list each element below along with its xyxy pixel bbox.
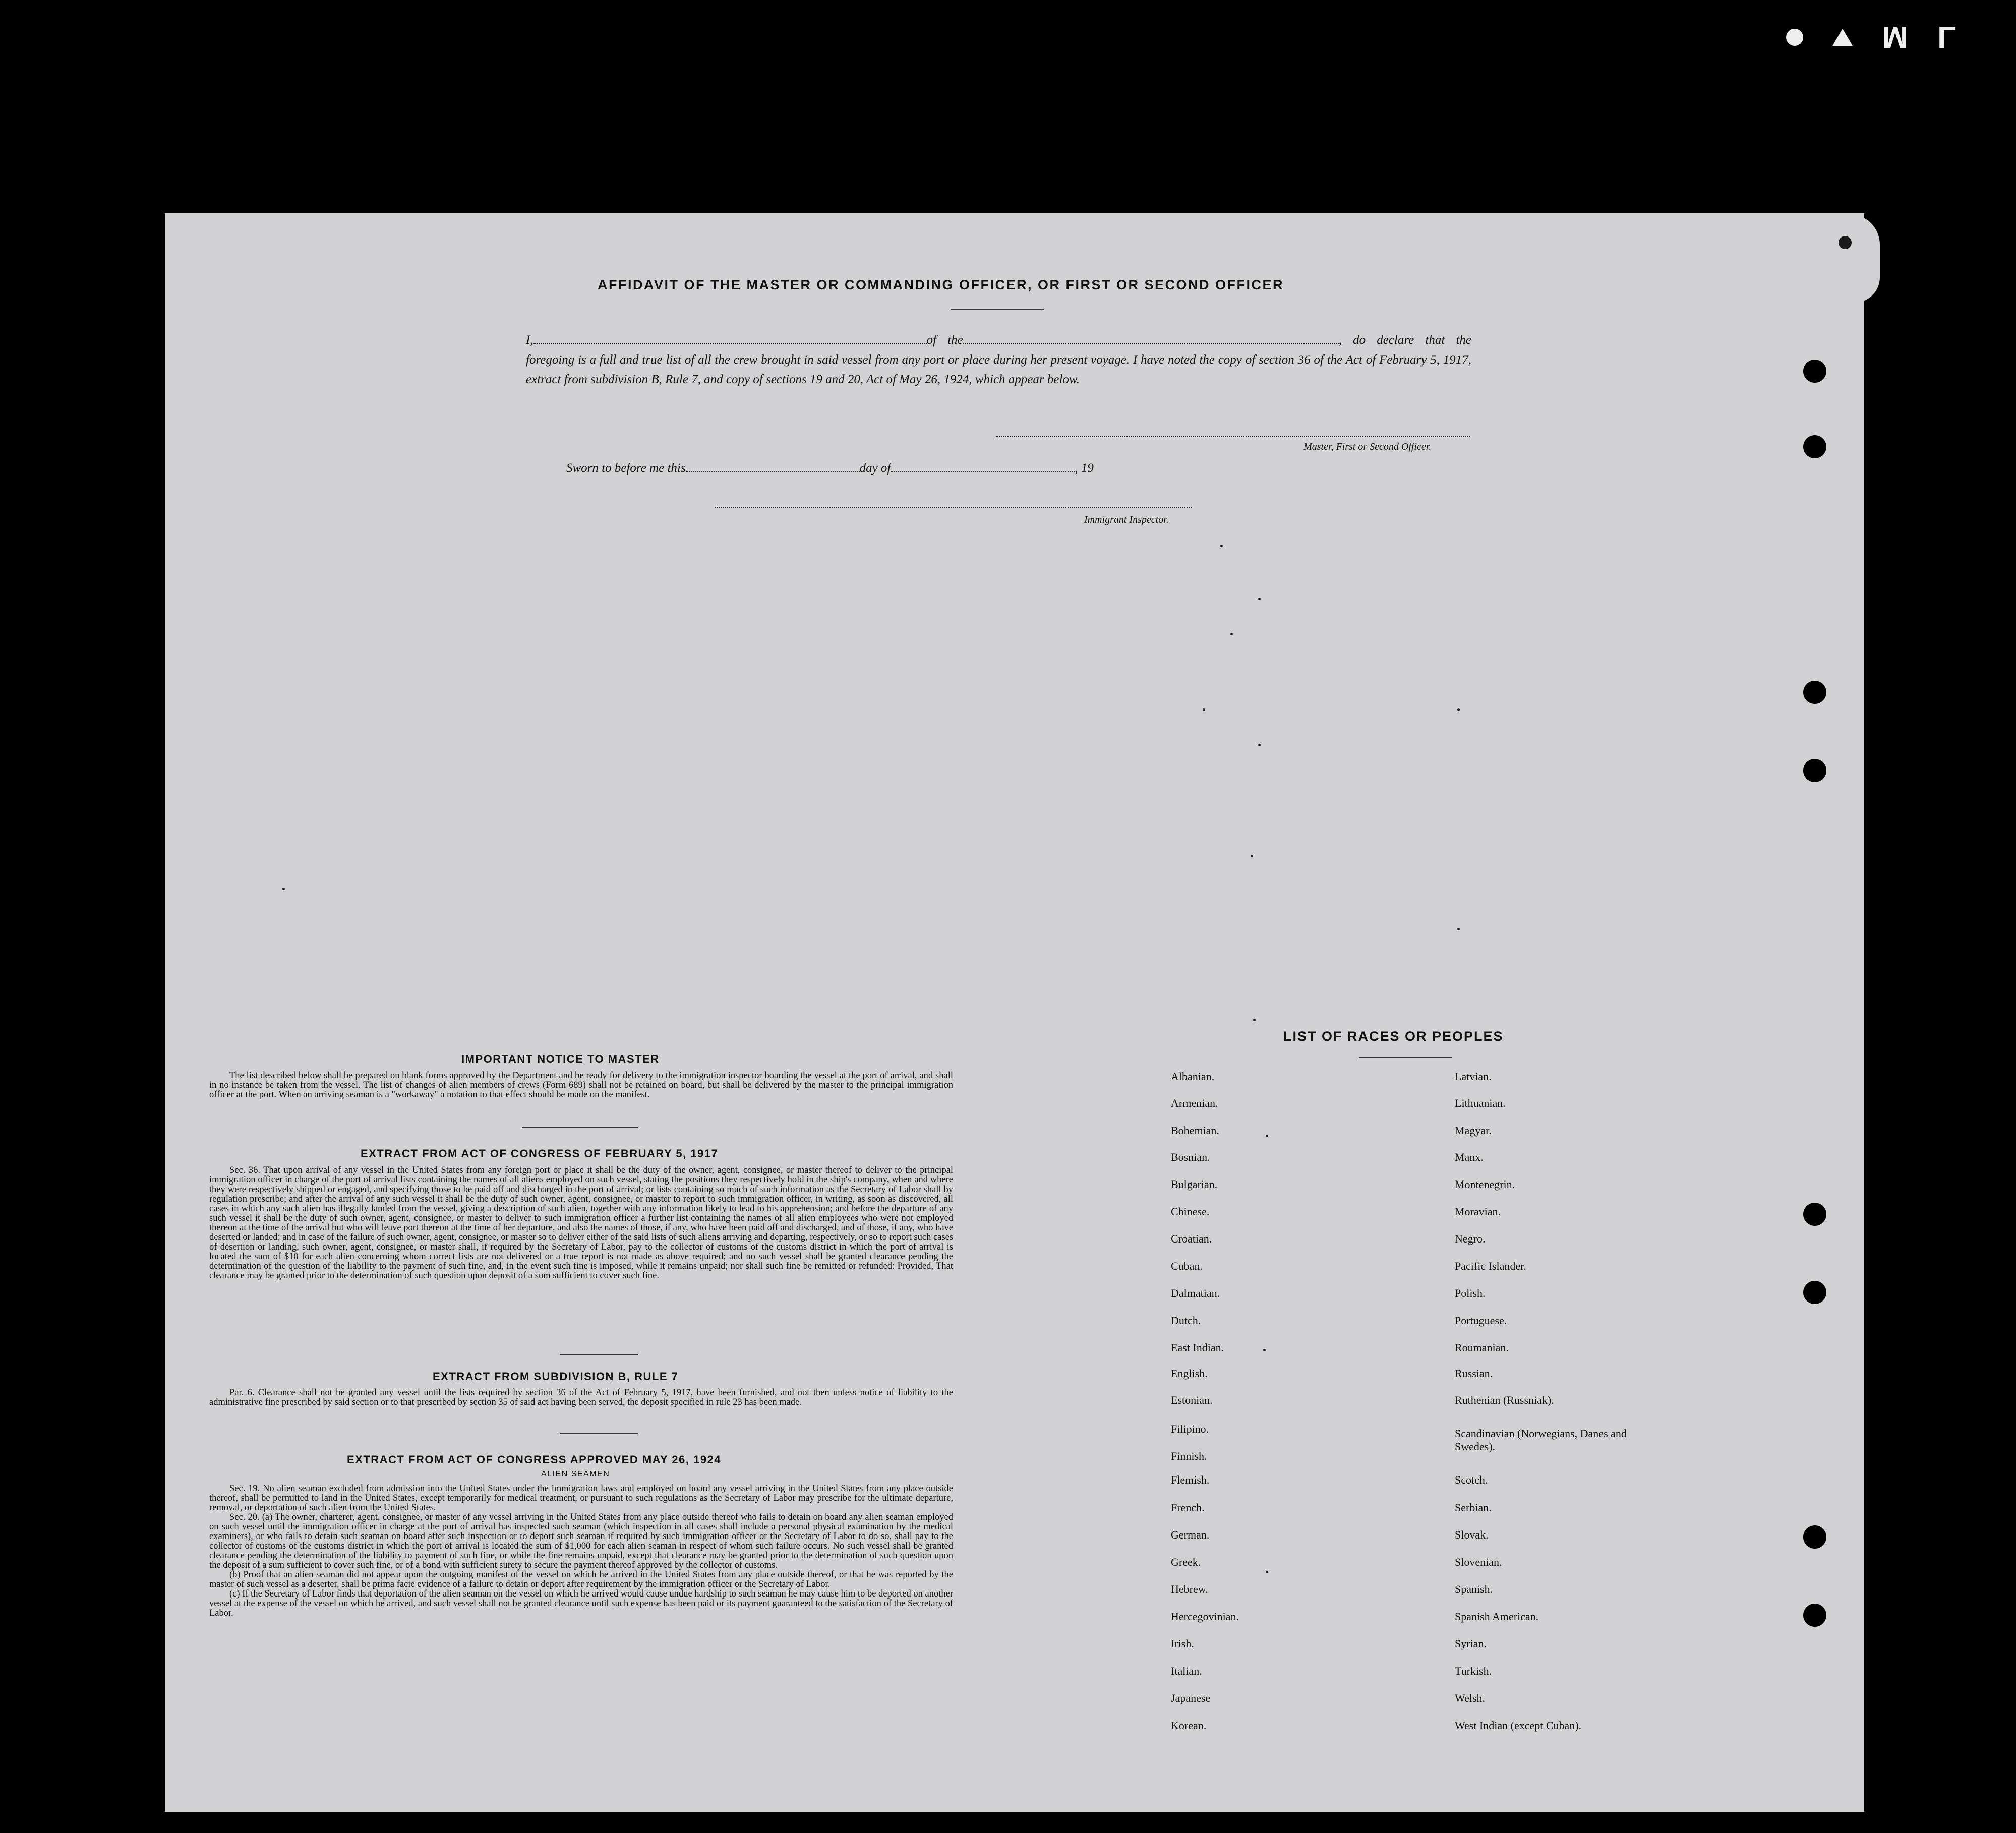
race-welsh: Welsh.	[1455, 1692, 1485, 1704]
race-magyar: Magyar.	[1455, 1124, 1492, 1137]
sworn-year: , 19	[1075, 461, 1094, 475]
section-36-paragraph: Sec. 36. That upon arrival of any vessel in the United States from any foreign port or place it shall be the duty of the owner, agent, consignee, or master thereof to deliver to the principal immigration officer in charge of the port of arrival lists containing the names of all aliens employed on such vessel, stating the positions they respectively hold in the ship's company, when and where they were respectively shipped or engaged, and specifying those to be paid off and discharged in the port of arrival; or lists containing so much of such information as the Secretary of Labor shall by regulation prescribe; and after the arrival of any such vessel it shall be the duty of such owner, agent, consignee, or master to report to such immigration officer, in writing, as soon as discovered, all cases in which any such alien has illegally landed from the vessel, giving a description of such alien, together with any information likely to lead to his apprehension; and before the departure of any such vessel it shall be the duty of such owner, agent, consignee, or master to deliver to such immigration officer a further list containing the names of all alien employees who were not employed thereon at the time of the arrival but who will leave port thereon at the time of her departure, and also the names of those, if any, who have been paid off and discharged, and of those, if any, who have deserted or landed; and in case of the failure of such owner, agent, consignee, or master so to deliver either of the said lists of such aliens arriving and departing, respectively, or so to report such cases of desertion or landing, such owner, agent, consignee, or master shall, if required by the Secretary of Labor, pay to the collector of customs of the customs district in which the port of arrival is located the sum of $10 for each alien concerning whom correct lists are not delivered or a true report is not made as above required; and no such vessel shall be granted clearance pending the determination of the question of the liability to the payment of such fine, and, in the event such fine is imposed, while it remains unpaid; nor shall such fine be remitted or refunded: Provided, That clearance may be granted prior to the determination of such question upon deposit of a sum sufficient to cover such fine.	[209, 1165, 954, 1281]
extract-1917-title: EXTRACT FROM ACT OF CONGRESS OF FEBRUARY 5, 1917	[361, 1147, 719, 1160]
race-negro: Negro.	[1455, 1232, 1486, 1245]
inspector-signature-line[interactable]	[715, 507, 1192, 508]
sworn-day-field[interactable]	[686, 462, 860, 472]
scan-speck	[1220, 545, 1223, 547]
race-turkish: Turkish.	[1455, 1665, 1492, 1677]
race-manx: Manx.	[1455, 1151, 1484, 1163]
race-chinese: Chinese.	[1171, 1205, 1210, 1218]
punch-hole-icon	[1803, 681, 1826, 704]
scan-speck	[1258, 598, 1261, 600]
scan-speck	[1203, 708, 1205, 711]
affidavit-declaration	[526, 330, 1471, 389]
divider	[560, 1433, 638, 1434]
race-japanese: Japanese	[1171, 1692, 1211, 1704]
dot-icon	[1786, 29, 1803, 46]
sworn-prefix: Sworn to before me this	[566, 461, 686, 475]
race-korean: Korean.	[1171, 1719, 1207, 1732]
divider	[522, 1127, 638, 1128]
tab-hole-icon	[1839, 236, 1852, 249]
section-19-paragraph: Sec. 19. No alien seaman excluded from admission into the United States under the immigration laws and employed on board any vessel arriving in the United States from any place outside thereof, shall be permitted to land in the United States, except temporarily for medical treatment, or pursuant to such regulations as the Secretary of Labor may prescribe for the ultimate departure, removal, or deportation of such alien from the United States.	[209, 1484, 953, 1513]
scan-speck	[1263, 1349, 1266, 1351]
film-corner-marks	[1786, 19, 1956, 55]
race-west-indian: West Indian (except Cuban).	[1455, 1719, 1582, 1732]
punch-hole-icon	[1803, 1281, 1826, 1304]
race-cuban: Cuban.	[1171, 1260, 1203, 1272]
race-lithuanian: Lithuanian.	[1455, 1097, 1506, 1109]
race-russian: Russian.	[1455, 1367, 1493, 1380]
race-greek: Greek.	[1171, 1556, 1201, 1568]
notice-text	[209, 1071, 953, 1100]
punch-hole-icon	[1803, 435, 1826, 458]
section-20c-paragraph: (c) If the Secretary of Labor finds that deportation of the alien seaman on the vessel on which he arrived would cause undue hardship to such seaman he may cause him to be deported on another vessel at the expense of the vessel on which he arrived, and such vessel shall not be granted clearance until such expense has been paid or its payment guaranteed to the satisfaction of the Secretary of Labor.	[209, 1589, 953, 1618]
scan-speck	[1457, 708, 1460, 711]
race-latvian: Latvian.	[1455, 1070, 1492, 1083]
race-moravian: Moravian.	[1455, 1205, 1501, 1218]
race-flemish: Flemish.	[1171, 1473, 1210, 1486]
notice-title: IMPORTANT NOTICE TO MASTER	[461, 1053, 660, 1066]
race-dalmatian: Dalmatian.	[1171, 1287, 1220, 1299]
vessel-field[interactable]	[963, 334, 1339, 344]
race-dutch: Dutch.	[1171, 1314, 1201, 1327]
scan-speck	[1266, 1571, 1268, 1573]
rule7-paragraph: Par. 6. Clearance shall not be granted any vessel until the lists required by section 36 of the Act of February 5, 1917, have been furnished, and not then unless notice of liability to the administrative fine prescribed by said section or to that prescribed by section 35 of said act having been served, the deposit specified in rule 23 has been made.	[209, 1388, 953, 1407]
race-german: German.	[1171, 1528, 1210, 1541]
race-portuguese: Portuguese.	[1455, 1314, 1507, 1327]
punch-hole-icon	[1803, 759, 1826, 782]
corner-mark-m: M	[1882, 20, 1909, 54]
affidavit-title: AFFIDAVIT OF THE MASTER OR COMMANDING OFFICER, OR FIRST OR SECOND OFFICER	[598, 277, 1284, 292]
race-filipino: Filipino.	[1171, 1423, 1209, 1435]
race-serbian: Serbian.	[1455, 1501, 1492, 1514]
sworn-day-of: day of	[859, 461, 891, 475]
divider	[1359, 1057, 1452, 1058]
race-roumanian: Roumanian.	[1455, 1341, 1509, 1354]
race-pacific-islander: Pacific Islander.	[1455, 1260, 1526, 1272]
race-ruthenian: Ruthenian (Russniak).	[1455, 1394, 1554, 1406]
race-slovak: Slovak.	[1455, 1528, 1489, 1541]
sworn-month-field[interactable]	[891, 462, 1075, 472]
race-spanish-american: Spanish American.	[1455, 1610, 1539, 1623]
extract-1917-text	[209, 1166, 953, 1281]
triangle-icon	[1832, 29, 1853, 46]
section-20b-paragraph: (b) Proof that an alien seaman did not appear upon the outgoing manifest of the vessel on which he arrived in the United States from any place outside thereof, or that he was reported by the master of such vessel as a deserter, shall be prima facie evidence of a failure to detain or deport after requirement by the immigration officer or the Secretary of Labor.	[209, 1570, 953, 1589]
race-scotch: Scotch.	[1455, 1473, 1488, 1486]
race-bosnian: Bosnian.	[1171, 1151, 1210, 1163]
declaration-body: that the foregoing is a full and true list of all the crew brought in said vessel from any port or place during her present voyage. I have noted the copy of section 36 of the Act of February 5, 1917, extract from subdivision B, Rule 7, and copy of sections 19 and 20, Act of May 26, 1924, which appear below.	[526, 333, 1471, 386]
scan-speck	[1457, 928, 1460, 930]
extract-1924-text	[209, 1484, 953, 1618]
race-italian: Italian.	[1171, 1665, 1202, 1677]
rule7-title: EXTRACT FROM SUBDIVISION B, RULE 7	[433, 1370, 679, 1383]
section-20a-paragraph: Sec. 20. (a) The owner, charterer, agent, consignee, or master of any vessel arriving in the United States from any place outside thereof who fails to detain on board any alien seaman employed on such vessel until the immigration officer in charge at the port of arrival has inspected such seaman (which inspection in all cases shall include a personal physical examination by the medical examiners), or who fails to detain such seaman on board after such inspection or to deport such seaman if required by such immigration officer or the Secretary of Labor to do so, shall pay to the collector of customs of the customs district in which the port of arrival is located the sum of $1,000 for each alien seaman in respect of whom such failure occurs. No such vessel shall be granted clearance pending the determination of the liability to payment of such fine, or while the fine remains unpaid, except that clearance may be granted prior to the determination of such question upon the deposit of a sum sufficient to cover such fine, or of a bond with sufficient surety to secure the payment thereof approved by the collector of customs.	[209, 1512, 953, 1570]
punch-hole-icon	[1803, 1203, 1826, 1226]
race-english: English.	[1171, 1367, 1208, 1380]
race-croatian: Croatian.	[1171, 1232, 1212, 1245]
race-irish: Irish.	[1171, 1637, 1194, 1650]
scan-speck	[1251, 855, 1253, 857]
race-french: French.	[1171, 1501, 1205, 1514]
page-tab	[1810, 214, 1880, 303]
punch-hole-icon	[1803, 1525, 1826, 1549]
corner-mark-l: L	[1937, 20, 1956, 54]
race-slovenian: Slovenian.	[1455, 1556, 1502, 1568]
races-title: LIST OF RACES OR PEOPLES	[1283, 1029, 1504, 1044]
race-east-indian: East Indian.	[1171, 1341, 1224, 1354]
punch-hole-icon	[1803, 360, 1826, 383]
race-hebrew: Hebrew.	[1171, 1583, 1208, 1595]
punch-hole-icon	[1803, 1604, 1826, 1627]
extract-1924-title: EXTRACT FROM ACT OF CONGRESS APPROVED MAY 26, 1924	[347, 1453, 722, 1466]
scan-speck	[282, 888, 285, 890]
alien-seamen-subtitle: ALIEN SEAMEN	[541, 1470, 610, 1479]
master-signature-caption: Master, First or Second Officer.	[1303, 441, 1432, 452]
race-bohemian: Bohemian.	[1171, 1124, 1219, 1137]
rule7-text	[209, 1388, 953, 1407]
race-scandinavian: Scandinavian (Norwegians, Danes and Swedes).	[1455, 1427, 1627, 1453]
race-estonian: Estonian.	[1171, 1394, 1213, 1406]
race-spanish: Spanish.	[1455, 1583, 1493, 1595]
scan-speck	[1230, 633, 1233, 635]
notice-paragraph: The list described below shall be prepared on blank forms approved by the Department and be ready for delivery to the immigration inspector boarding the vessel at the port of arrival, and shall in no instance be taken from the vessel. The list of changes of alien members of crews (Form 689) shall not be retained on board, but shall be delivered by the master to the principal immigration officer at the port. When an arriving seaman is a "workaway" a notation to that effect should be made on the manifest.	[209, 1071, 953, 1100]
scan-speck	[1258, 744, 1261, 746]
race-finnish: Finnish.	[1171, 1450, 1207, 1462]
sworn-line	[566, 461, 1094, 476]
race-montenegrin: Montenegrin.	[1455, 1178, 1515, 1191]
race-bulgarian: Bulgarian.	[1171, 1178, 1218, 1191]
declaration-prefix: I,	[526, 333, 533, 347]
inspector-caption: Immigrant Inspector.	[1084, 514, 1169, 525]
scan-speck	[1253, 1019, 1256, 1021]
name-field[interactable]	[533, 334, 927, 344]
divider	[951, 309, 1044, 310]
race-polish: Polish.	[1455, 1287, 1486, 1299]
scan-speck	[1266, 1135, 1268, 1137]
race-albanian: Albanian.	[1171, 1070, 1215, 1083]
master-signature-line[interactable]	[996, 436, 1470, 437]
declaration-of-the: of the	[926, 333, 963, 347]
race-armenian: Armenian.	[1171, 1097, 1218, 1109]
race-syrian: Syrian.	[1455, 1637, 1487, 1650]
declaration-do-declare: , do declare	[1338, 333, 1414, 347]
divider	[560, 1354, 638, 1355]
race-hercegovinian: Hercegovinian.	[1171, 1610, 1239, 1623]
